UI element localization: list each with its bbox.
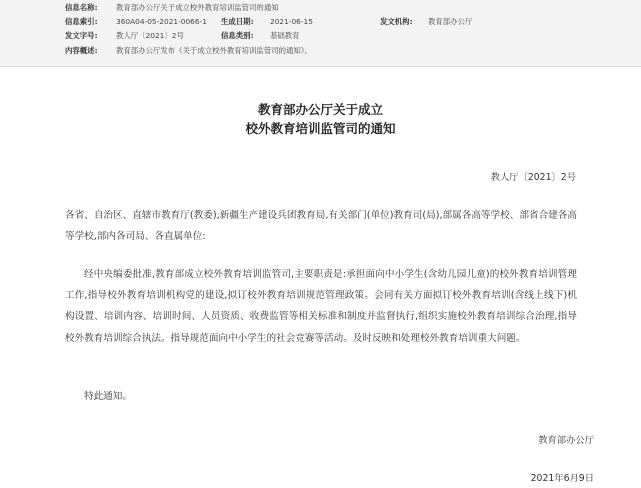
meta-docnum-label: 发文字号: — [65, 31, 98, 40]
meta-issuer-value: 教育部办公厅 — [428, 17, 473, 26]
signature-issuer: 教育部办公厅 — [538, 435, 594, 446]
meta-index-label: 信息索引: — [65, 17, 98, 26]
meta-created-label: 生成日期: — [221, 17, 254, 26]
meta-docnum-value: 教人厅〔2021〕2号 — [116, 31, 184, 40]
meta-index-value: 360A04-05-2021-0066-1 — [116, 17, 207, 26]
closing-paragraph: 特此通知。 — [84, 391, 132, 402]
salutation-paragraph: 各省、自治区、直辖市教育厅(教委),新疆生产建设兵团教育局,有关部门(单位)教育司(局),部属各高等学校、部省合建各高等学校,部内各司局、各直属单位: — [65, 210, 577, 243]
document-metadata-panel — [0, 0, 641, 67]
document-number: 教人厅〔2021〕2号 — [490, 172, 576, 183]
meta-name-label: 信息名称: — [65, 3, 98, 12]
meta-created-value: 2021-06-15 — [270, 17, 313, 26]
meta-summary-value: 教育部办公厅发布《关于成立校外教育培训监管司的通知》。 — [116, 46, 312, 55]
meta-issuer-label: 发文机构: — [380, 17, 413, 26]
document-title-line-1: 教育部办公厅关于成立 — [257, 102, 383, 117]
meta-category-value: 基础教育 — [270, 31, 300, 40]
meta-name-value: 教育部办公厅关于成立校外教育培训监管司的通知 — [116, 3, 279, 12]
signature-date: 2021年6月9日 — [530, 473, 594, 484]
document-title-line-2: 校外教育培训监管司的通知 — [245, 121, 396, 136]
body-paragraph: 经中央编委批准,教育部成立校外教育培训监管司,主要职责是:承担面向中小学生(含幼儿园儿童)的校外教育培训管理工作,指导校外教育培训机构党的建设,拟订校外教育培训规范管理政策。会同有关方面拟订校外教育培训(含线上线下)机构设置、培训内容、培训时间、人员资质、收费监管等相关标准和制度并监督执行,组织实施校外教育培训综合治理,指导校外教育培训综合执法。指导规范面向中小学生的社会竞赛等活动。及时反映和处理校外教育培训重大问题。 — [65, 269, 577, 344]
meta-category-label: 信息类别: — [221, 31, 254, 40]
meta-summary-label: 内容概述: — [65, 46, 98, 55]
